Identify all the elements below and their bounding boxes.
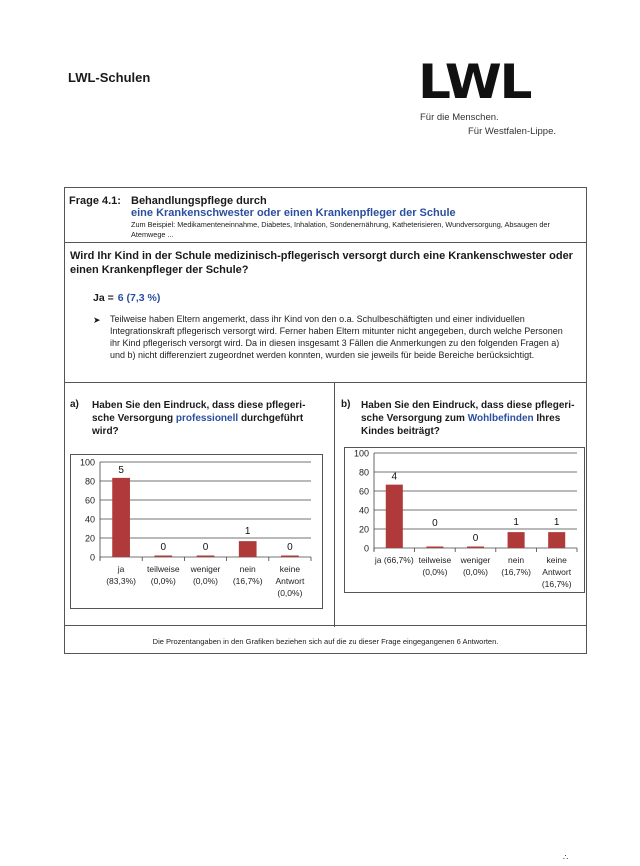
chart-b-data-label: 0 <box>432 518 438 529</box>
chart-b-category-label: (16,7%) <box>541 579 572 589</box>
chart-a-data-label: 0 <box>287 542 293 553</box>
chart-a-data-label: 5 <box>118 464 124 476</box>
chart-b-data-label: 1 <box>553 517 560 529</box>
chart-a-ytick-label: 60 <box>84 495 95 506</box>
chart-b-ytick-label: 60 <box>358 486 369 497</box>
sub-a-text-1: Haben Sie den Eindruck, dass diese pflegeri-sche Versorgung <box>92 400 306 424</box>
section-subtitle: eine Krankenschwester oder einen Krankenpfleger der Schule <box>131 207 456 219</box>
sub-b-letter: b) <box>341 399 351 410</box>
sub-a-highlight: professionell <box>175 413 239 424</box>
chart-b-category-label: keine <box>546 555 567 565</box>
chart-a-category-label: (16,7%) <box>232 576 263 586</box>
chart-b-category-label: Antwort <box>542 567 572 577</box>
chart-a-data-label: 1 <box>244 526 251 538</box>
chart-a-category-label: Antwort <box>275 576 305 586</box>
chart-a-ytick-label: 40 <box>84 514 95 525</box>
chart-b-category-label: nein <box>508 555 525 565</box>
logo-text: LWL <box>418 55 531 110</box>
chart-b-category-label: ja (66,7%) <box>374 555 414 565</box>
note-text: Teilweise haben Eltern angemerkt, dass ihr Kind von den o.a. Schulbeschäftigten und einer individuellen Integrationskraft pflegerisch versorgt wird. Ferner haben Eltern mitunter nicht angegeben, durch welche Personen ihr Kind pflegerisch versorgt wird. Da in diesen insgesamt 3 Fällen die Anmerkungen zu den folgenden Fragen a) und b) nicht differenziert zugeordnet werden konnten, wurden sie jeweils für beide Bereiche berücksichtigt. <box>110 314 563 360</box>
chart-b-ytick-label: 80 <box>358 467 369 478</box>
chart-b-ytick-label: 20 <box>358 524 369 535</box>
chart-a-ytick-label: 0 <box>89 552 95 563</box>
chart-a-category-label: (83,3%) <box>106 576 136 586</box>
chart-b-ytick-label: 100 <box>353 448 369 459</box>
chart-b-ytick-label: 40 <box>358 505 369 516</box>
chart-b-data-label: 4 <box>391 471 398 483</box>
arrow-bullet-icon: ➤ <box>93 315 101 325</box>
ja-label: Ja = <box>93 292 114 304</box>
chart-b-category-label: teilweise <box>418 555 452 565</box>
chart-b-data-label: 1 <box>513 517 519 529</box>
page-mark: ∴ <box>563 853 569 862</box>
chart-b-bar <box>467 547 484 549</box>
tagline-1: Für die Menschen. <box>420 112 499 123</box>
chart-b-svg <box>345 448 584 592</box>
sub-a-letter: a) <box>70 399 79 410</box>
sub-b-question <box>361 399 576 438</box>
chart-b-bar <box>508 532 525 548</box>
chart-a-category-label: nein <box>239 564 256 574</box>
section-label: Frage 4.1: <box>69 195 121 207</box>
chart-b-data-label: 0 <box>472 533 479 544</box>
chart-a-bar <box>197 556 215 558</box>
lwl-logo <box>418 55 531 110</box>
chart-b-bar <box>426 547 443 549</box>
chart-a-data-label: 0 <box>202 542 209 553</box>
ja-value: 6 (7,3 %) <box>117 292 161 304</box>
sub-a-question <box>92 399 320 438</box>
chart-b-bar <box>548 532 565 548</box>
column-divider <box>334 383 335 627</box>
question-text: Wird Ihr Kind in der Schule medizinisch-pflegerisch versorgt durch eine Krankenschwester oder einen Krankenpfleger der Schule? <box>70 250 573 276</box>
chart-a-category-label: (0,0%) <box>192 576 219 586</box>
sub-b-highlight: Wohlbefinden <box>467 413 534 424</box>
chart-b-bar <box>386 485 403 548</box>
chart-b <box>344 447 585 593</box>
tagline-2: Für Westfalen-Lippe. <box>468 126 557 137</box>
section-title: Behandlungspflege durch <box>131 195 267 207</box>
sub-questions <box>65 382 586 626</box>
chart-b-category-label: (16,7%) <box>501 567 531 577</box>
school-title: LWL-Schulen <box>68 70 151 85</box>
chart-a-bar <box>281 556 299 558</box>
ja-line <box>93 292 160 304</box>
chart-a-ytick-label: 80 <box>84 476 95 487</box>
chart-a-bar <box>112 478 130 557</box>
sub-b-text-1: Haben Sie den Eindruck, dass diese pflegeri-sche Versorgung zum <box>361 400 575 424</box>
chart-a-category-label: keine <box>279 564 301 574</box>
sub-b-text-2: Ihres Kindes beiträgt? <box>361 413 561 437</box>
chart-b-ytick-label: 0 <box>363 543 369 554</box>
chart-a-bar <box>154 556 172 558</box>
chart-a-category-label: (0,0%) <box>150 576 176 586</box>
question-frame <box>64 187 587 654</box>
sub-a-text-2: durchgeführt wird? <box>92 413 304 437</box>
chart-a-category-label: (0,0%) <box>277 588 303 598</box>
chart-a-data-label: 0 <box>160 542 167 553</box>
chart-b-category-label: (0,0%) <box>462 567 489 577</box>
chart-a <box>70 454 323 609</box>
chart-b-category-label: (0,0%) <box>422 567 448 577</box>
chart-a-bar <box>239 541 257 557</box>
chart-a-ytick-label: 100 <box>79 457 95 468</box>
section-example: Zum Beispiel: Medikamenteneinnahme, Diabetes, Inhalation, Sondenernährung, Katheterisieren, Wundversorgung, Absaugen der Atemwege ... <box>131 220 550 239</box>
chart-b-category-label: weniger <box>460 555 491 565</box>
section-header <box>65 188 586 243</box>
chart-a-category-label: weniger <box>190 564 221 574</box>
chart-a-category-label: teilweise <box>146 564 180 574</box>
footer-note: Die Prozentangaben in den Grafiken beziehen sich auf die zu dieser Frage eingegangenen 6 Antworten. <box>152 637 499 646</box>
chart-a-svg <box>71 455 322 608</box>
chart-a-ytick-label: 20 <box>84 533 95 544</box>
chart-a-category-label: ja <box>117 564 125 574</box>
